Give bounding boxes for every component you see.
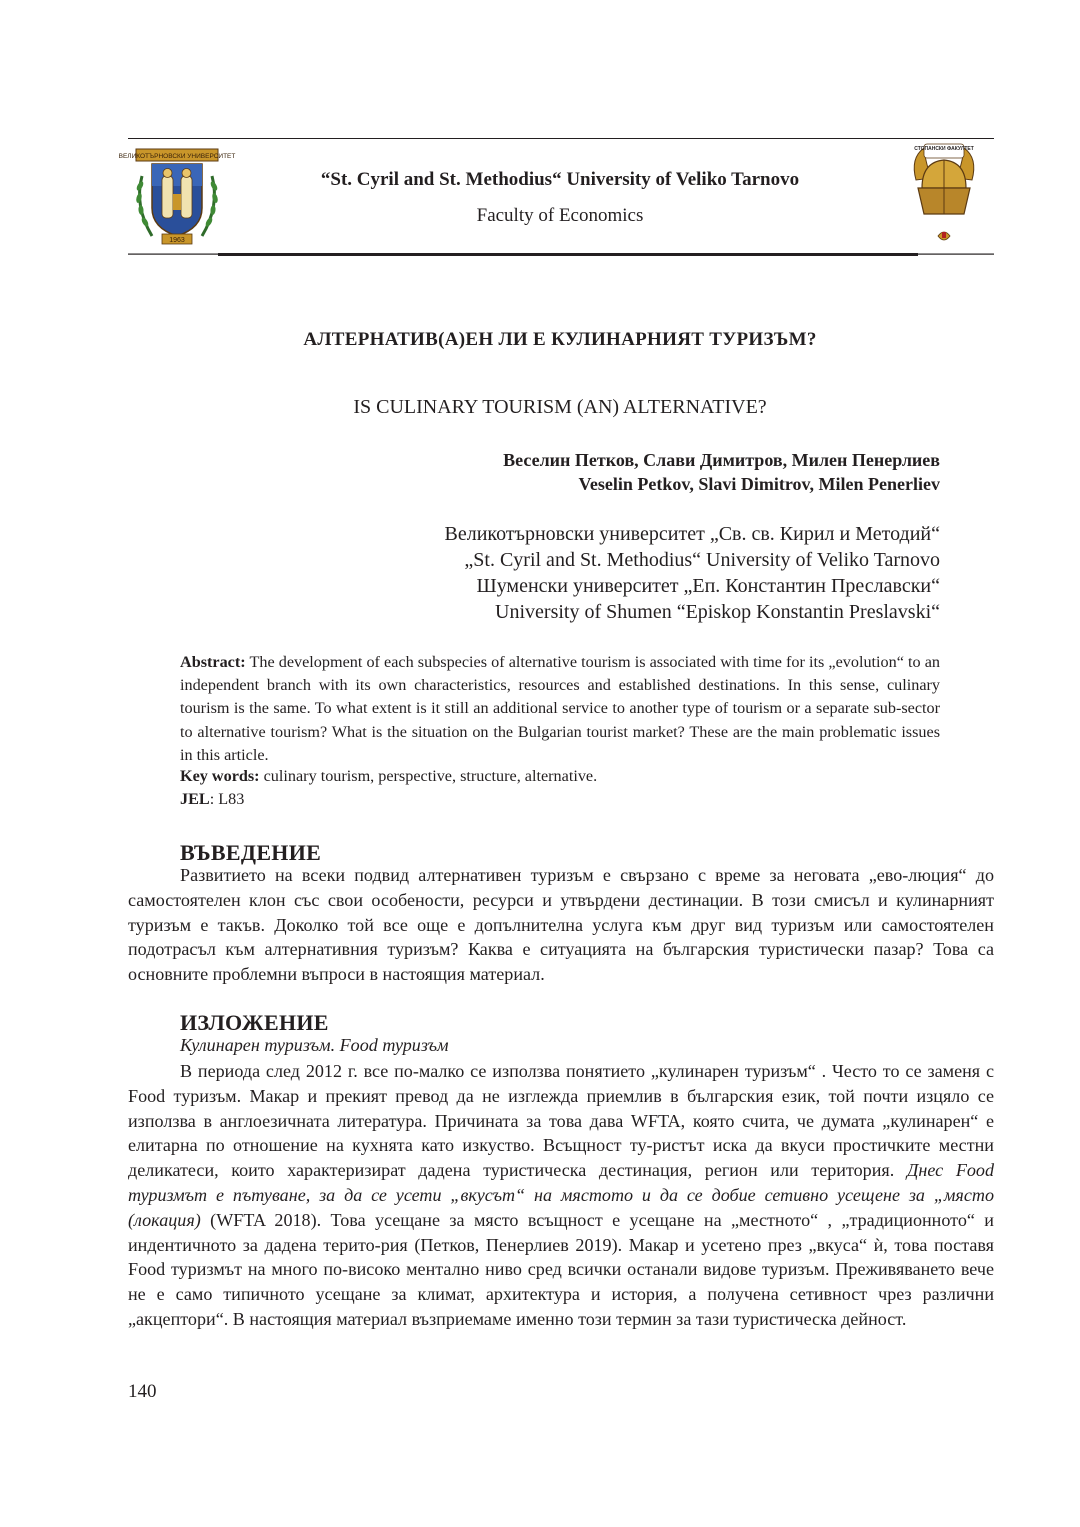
body-paragraph bbox=[128, 1059, 994, 1332]
affiliation-2: „St. Cyril and St. Methodius“ University of Veliko Tarnovo bbox=[464, 549, 940, 571]
body-text-1: В периода след 2012 г. все по-малко се използва понятието „кулинарен туризъм“ . Често то се заменя с Food туризъм. Макар и прекият превод да не изглежда приемлив в българския език, той почти изцяло се използва в англоезичната литература. Причината за това дава WFTA, която счита, че думата „кулинарен“ е елитарна по отношение на кухнята като изкуство. Всъщност ту-ристът иска да вкуси простичките местни деликатеси, които характеризират дадена туристическа дестинация, регион или територия. bbox=[128, 1061, 994, 1181]
faculty-helmet-icon bbox=[908, 140, 980, 248]
body-text-italic: Днес Food туризмът е пътуване, за да се усети „вкусът“ на мястото и да се добие сетивно усещене за „място (локация) bbox=[128, 1160, 995, 1230]
keywords bbox=[180, 767, 597, 786]
paper-title-en: IS CULINARY TOURISM (AN) ALTERNATIVE? bbox=[353, 396, 767, 418]
header-bottom-rule bbox=[128, 253, 994, 256]
intro-paragraph bbox=[128, 863, 994, 987]
authors-en: Veselin Petkov, Slavi Dimitrov, Milen Penerliev bbox=[578, 474, 940, 494]
authors-bg: Веселин Петков, Слави Димитров, Милен Пенерлиев bbox=[503, 450, 940, 470]
keywords-text: culinary tourism, perspective, structure, alternative. bbox=[263, 767, 598, 785]
jel-text: : L83 bbox=[209, 790, 245, 808]
crest-banner-text: ВЕЛИКОТЪРНОВСКИ УНИВЕРСИТЕТ bbox=[118, 153, 236, 160]
affiliation-3: Шуменски университет „Еп. Константин Преславски“ bbox=[476, 575, 940, 597]
intro-heading: ВЪВЕДЕНИЕ bbox=[180, 840, 322, 865]
jel-label: JEL bbox=[180, 790, 210, 808]
intro-text: Развитието на всеки подвид алтернативен туризъм е свързано с време за неговата „ево-люция“ до самостоятелен клон със свои особености, ресурси и утвърдени дестинации. В този смисъл и кулинарният туризъм е такъв. Доколко той все още е допълнителна услуга към друг вид туризъм или самостоятелен подотрасъл към алтернативния туризъм? Каква е ситуацията на българския туристически пазар? Това са основните проблемни въпроси в настоящия материал. bbox=[128, 865, 994, 985]
body-text bbox=[128, 1059, 994, 1332]
helmet-banner-text: СТОПАНСКИ ФАКУЛТЕТ bbox=[914, 146, 974, 152]
body-heading: ИЗЛОЖЕНИЕ bbox=[180, 1010, 329, 1035]
university-crest-icon bbox=[118, 146, 236, 248]
header-university: “St. Cyril and St. Methodius“ University of Veliko Tarnovo bbox=[320, 169, 800, 190]
affiliation-4: University of Shumen “Episkop Konstantin Preslavski“ bbox=[495, 601, 940, 623]
affiliation-1: Великотърновски университет „Св. св. Кирил и Методий“ bbox=[444, 523, 940, 545]
abstract-text: The development of each subspecies of alternative tourism is associated with time for its „evolution“ to an independent branch with its own characteristics, resources and established destinations. In this sense, culinary tourism is the same. To what extent is it still an additional service to another type of tourism or a separate sub-sector to alternative tourism? What is the situation on the Bulgarian tourist market? These are the main problematic issues in this article. bbox=[180, 653, 940, 764]
header-faculty: Faculty of Economics bbox=[476, 205, 644, 226]
jel bbox=[180, 790, 244, 809]
body-subheading: Кулинарен туризъм. Food туризъм bbox=[180, 1035, 449, 1055]
body-text-2: (WFTA 2018). Това усещане за място всъщност е усещане на „местното“ , „традиционното“ и индентичното за дадена терито-рия (Петков, Пенерлиев 2019). Макар и усетено през „вкуса“ ѝ, това поставя Food туризмът на много по-високо ментално ниво сред всички останали видове туризъм. Преживяването вече не е само типичното усещане за климат, архитектура и история, а получена сетивност чрез различни „акцептори“. В настоящия материал възприемаме именно този термин за тази туристическа дейност. bbox=[128, 1209, 994, 1329]
page-number: 140 bbox=[128, 1381, 157, 1402]
keywords-label: Key words: bbox=[180, 767, 260, 785]
paper-title-bg: АЛТЕРНАТИВ(А)ЕН ЛИ Е КУЛИНАРНИЯТ ТУРИЗЪМ? bbox=[303, 329, 817, 350]
crest-year: 1963 bbox=[169, 237, 185, 244]
abstract-label: Abstract: bbox=[180, 653, 246, 671]
header-top-rule bbox=[128, 138, 994, 139]
abstract bbox=[180, 651, 940, 767]
